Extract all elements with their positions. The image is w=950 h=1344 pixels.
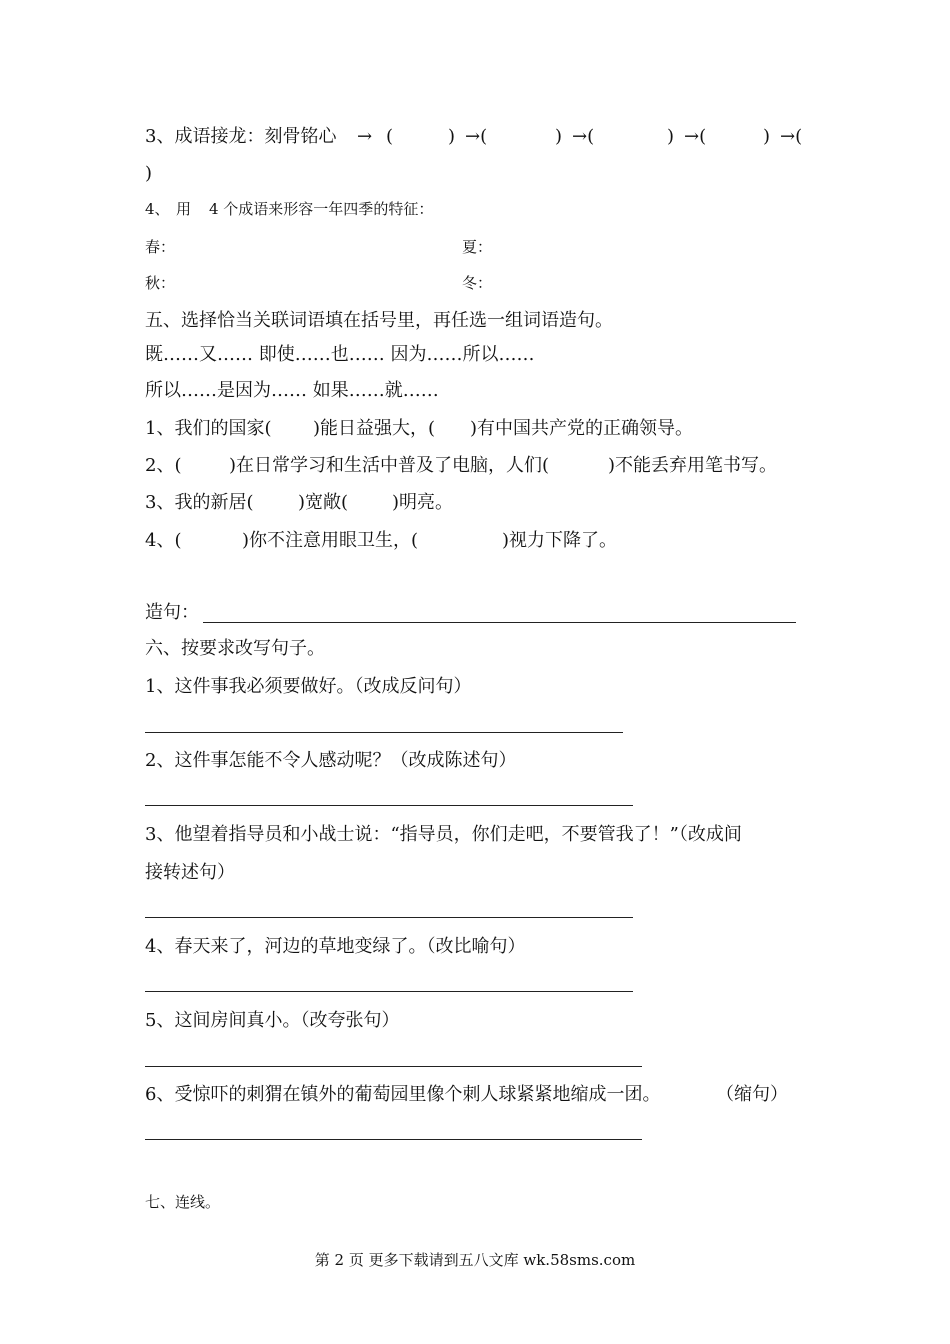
q4-part-a: 4、( — [145, 530, 182, 551]
q2-part-c: )不能丢弃用笔书写。 — [608, 455, 778, 476]
q3-part-a: 3、我的新居( — [145, 492, 254, 513]
chain-arrow: → — [357, 126, 373, 147]
q1-part-c: )有中国共产党的正确领导。 — [470, 418, 694, 439]
page-footer: 第 2 页 更多下载请到五八文库 wk.58sms.com — [314, 1251, 636, 1269]
q4-part-c: )视力下降了。 — [502, 530, 618, 551]
section6-heading: 六、按要求改写句子。 — [145, 638, 325, 659]
connective-pairs-line2: 所以……是因为…… 如果……就…… — [145, 380, 439, 401]
rewrite-q2-answer-line[interactable] — [145, 805, 633, 806]
rewrite-q3-line2: 接转述句） — [145, 862, 235, 883]
seasons-prompt-use: 用 — [176, 200, 192, 218]
rewrite-q2: 2、这件事怎能不令人感动呢？（改成陈述句） — [145, 750, 517, 771]
spring-label: 春： — [145, 238, 176, 256]
q2-part-a: 2、( — [145, 455, 182, 476]
chain-arrow-paren: →( — [572, 126, 595, 147]
chain-arrow-paren: →( — [684, 126, 707, 147]
q1-part-a: 1、我们的国家( — [145, 418, 272, 439]
rewrite-q1-answer-line[interactable] — [145, 732, 623, 733]
idiom-chain-prefix: 3、成语接龙：刻骨铭心 — [145, 126, 337, 147]
chain-closing-paren: ) — [145, 163, 153, 184]
summer-label: 夏： — [462, 238, 493, 256]
q1-part-b: )能日益强大，( — [313, 418, 436, 439]
chain-paren-open: ( — [386, 126, 394, 147]
chain-paren-close: ) — [667, 126, 675, 147]
chain-paren-close: ) — [555, 126, 563, 147]
rewrite-q6-answer-line[interactable] — [145, 1139, 642, 1140]
rewrite-q5: 5、这间房间真小。（改夸张句） — [145, 1010, 400, 1031]
q2-part-b: )在日常学习和生活中普及了电脑，人们( — [229, 455, 550, 476]
rewrite-q3-answer-line[interactable] — [145, 917, 633, 918]
q3-part-b: )宽敞( — [298, 492, 349, 513]
section7-heading: 七、连线。 — [145, 1193, 221, 1211]
chain-paren-close: ) — [448, 126, 456, 147]
rewrite-q1: 1、这件事我必须要做好。（改成反问句） — [145, 676, 472, 697]
chain-arrow-paren: →( — [780, 126, 803, 147]
make-sentence-label: 造句： — [145, 602, 199, 623]
rewrite-q3-line1: 3、他望着指导员和小战士说：“指导员，你们走吧，不要管我了！”（改成间 — [145, 824, 742, 845]
rewrite-q6-note: （缩句） — [716, 1084, 788, 1105]
seasons-prompt: 4 个成语来形容一年四季的特征： — [209, 200, 434, 218]
rewrite-q6: 6、受惊吓的刺猬在镇外的葡萄园里像个刺人球紧紧地缩成一团。 — [145, 1084, 661, 1105]
q3-part-c: )明亮。 — [392, 492, 454, 513]
chain-paren-close: ) — [763, 126, 771, 147]
make-sentence-answer-line[interactable] — [203, 622, 796, 623]
winter-label: 冬： — [462, 274, 493, 292]
rewrite-q4-answer-line[interactable] — [145, 991, 633, 992]
autumn-label: 秋： — [145, 274, 176, 292]
q4-part-b: )你不注意用眼卫生，( — [242, 530, 419, 551]
chain-arrow-paren: →( — [465, 126, 488, 147]
connective-pairs-line1: 既……又…… 即使……也…… 因为……所以…… — [145, 344, 535, 365]
rewrite-q4: 4、春天来了，河边的草地变绿了。（改比喻句） — [145, 936, 526, 957]
section5-heading: 五、选择恰当关联词语填在括号里，再任选一组词语造句。 — [145, 310, 613, 331]
rewrite-q5-answer-line[interactable] — [145, 1066, 642, 1067]
seasons-prompt-number: 4、 — [145, 200, 170, 218]
